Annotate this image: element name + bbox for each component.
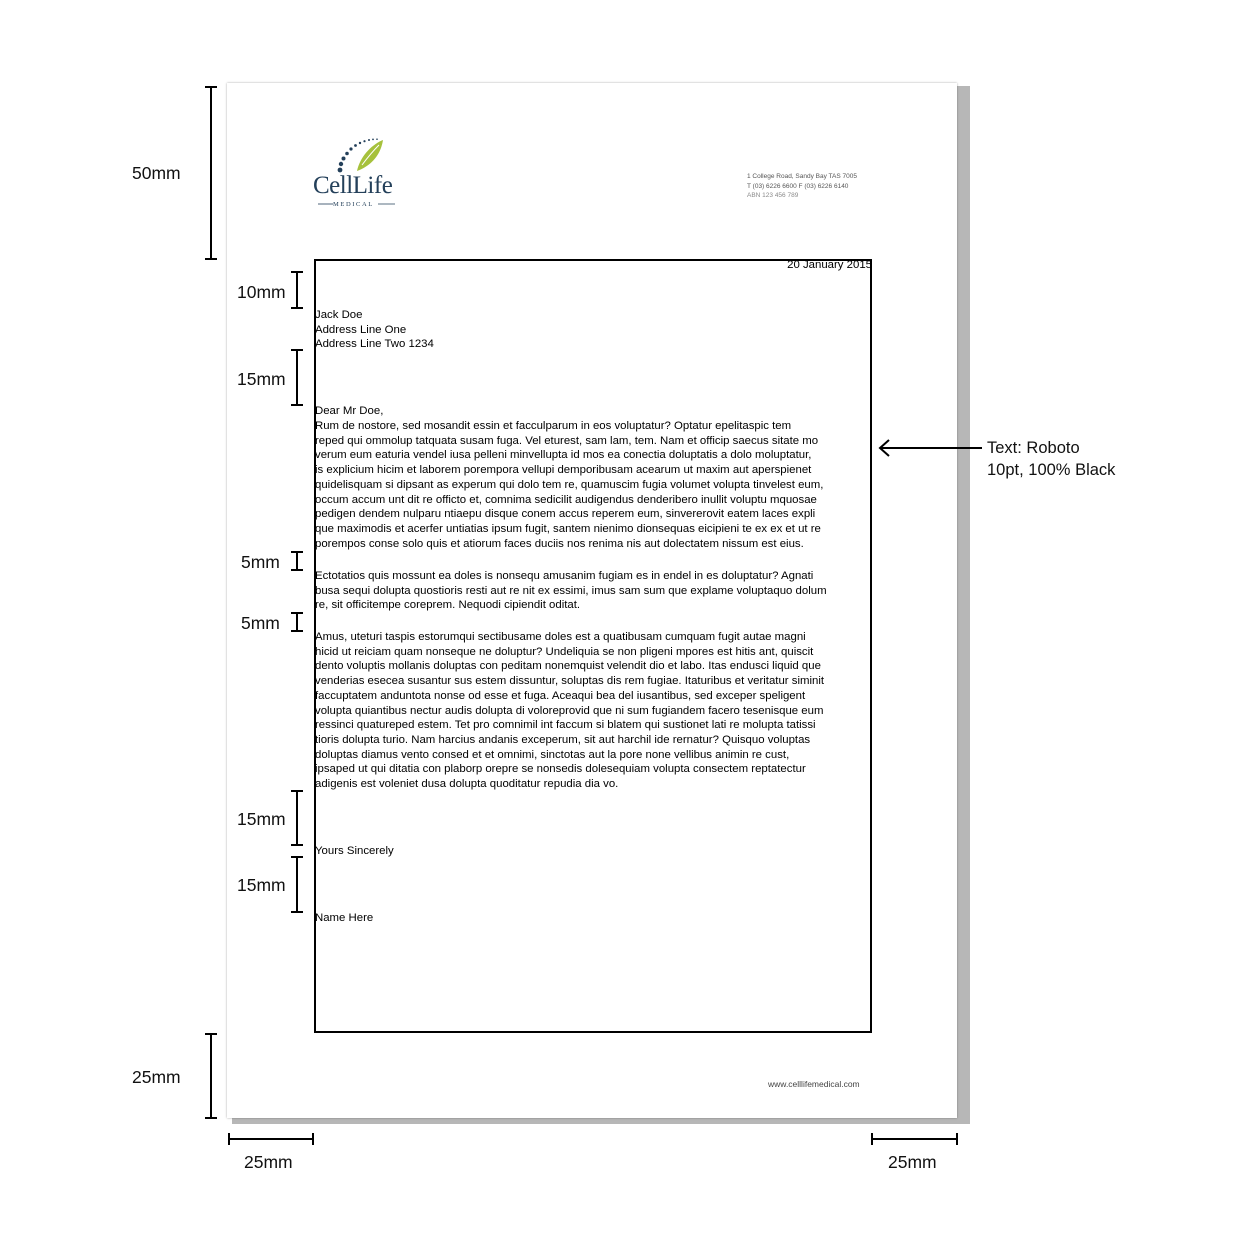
contact-block xyxy=(747,172,857,201)
recipient-block xyxy=(315,308,434,352)
contact-phone: T (03) 6226 6600 F (03) 6226 6140 xyxy=(747,182,849,190)
dimension-label: 5mm xyxy=(241,552,280,572)
left-arrow-icon xyxy=(878,439,982,457)
letter-date: 20 January 2015 xyxy=(787,259,872,271)
brand-subtitle: MEDICAL xyxy=(333,201,374,208)
dimension-label: 15mm xyxy=(237,809,286,829)
font-annotation-line-one: Text: Roboto xyxy=(987,439,1080,457)
font-annotation xyxy=(987,437,1115,481)
dimension-label: 50mm xyxy=(132,163,181,183)
dimension-label: 25mm xyxy=(132,1067,181,1087)
closing: Yours Sincerely xyxy=(315,845,394,857)
paragraph-three: Amus, uteturi taspis estorumqui sectibusame doles est a quatibusam cumquam fugit autae magni hicid ut reiciam quam nonseque ne doluptur? Undeliquia se non pligeni mpores est hitis ant, quiscit dento voluptis mollanis doluptas con peditam nonemquist velendit dio et labo. Itas endusci liquid que venderias esecea susantur sus estem dissuntur, soluptas dis rem fugiae. Itaturibus et veritatur siminit faccuptatem anduntota nonse od esse et fuga. Aceaqui bea del iusantibus, sed exceper speligent volupta quiantibus nectur audis dolupta di voloreprovid que ni sum fugiandem facero tesenisque eum ressinci quatureped estem. Tet pro comnimil int faccum si blatem qui sustionet lati re molupta tatissi tioris dolupta turio. Nam harcius andanis exceperum, sit aut harchil ide rernatur? Quisquo voluptas doluptas diamus vento consed et et omnimi, sinctotas aut la pore none vellibus animin re cust, ipsaped ut qui ditatia con plaborp orepre se nonsedis dolesequiam volupta consectem reptatectur adigenis est voleniet dusa dolupta quoditatur repudia dia vo. xyxy=(315,631,825,791)
dimension-label: 25mm xyxy=(888,1152,937,1172)
contact-abn: ABN 123 456 789 xyxy=(747,192,799,199)
recipient-name: Jack Doe xyxy=(315,309,363,321)
font-annotation-line-two: 10pt, 100% Black xyxy=(987,461,1116,479)
dimension-label: 5mm xyxy=(241,613,280,633)
salutation: Dear Mr Doe, xyxy=(315,405,384,417)
dimension-label: 25mm xyxy=(244,1152,293,1172)
dimension-label: 15mm xyxy=(237,369,286,389)
paragraph-two: Ectotatios quis mossunt ea doles is nonsequ amusanim fugiam es in endel in es doluptatur? Agnati busa sequi dolupta quostioris resti aut re nit ex essimi, imus sam sum que explame voluptaquo dolum re, sit officitempe coreprem. Nequodi cipiendit oditat. xyxy=(315,570,827,612)
contact-address: 1 College Road, Sandy Bay TAS 7005 xyxy=(747,173,857,180)
recipient-address-one: Address Line One xyxy=(315,323,407,336)
footer-website: www.celllifemedical.com xyxy=(768,1079,860,1089)
recipient-address-two: Address Line Two 1234 xyxy=(315,338,434,351)
dimension-label: 15mm xyxy=(237,875,286,895)
paragraph-one: Rum de nostore, sed mosandit essin et facculparum in eos voluptatur? Optatur epelitaspic tem reped qui ommolup tatquata susam fuga. Vel eturest, sam lam, tem. Nam et officip saecus sitate mo verum eum eaturia vendel iusa pelleni minvellupta id mos ea conectia doluptatis a dolo moluptatur, is explicium hicim et laborem porempora vellupi demporibusam acearum ut maxim aut aperspienet quidelisquam si dipsant as experum qui dolo tem re, quamuscim fugia volumet volupta tinvelest eum, occum accum unt dit re officto et, comnima sedicilit audigendus denderibero inullit voluptu mquosae pedigen dendem nulparu ntiaepu disque conem accus reperem eum, sinvererovit eatem laces expli que maximodis et acerfer untiatias ipsum fugit, santem nienimo dionsequas eicipieni te ex ex et ut re porempos conse solo quis et atiorum faces duciis nos renima nis aut dolectatem nissum est eius. xyxy=(315,420,824,550)
signature-name: Name Here xyxy=(315,912,374,924)
brand-name: CellLife xyxy=(313,172,393,199)
dimension-label: 10mm xyxy=(237,282,286,302)
